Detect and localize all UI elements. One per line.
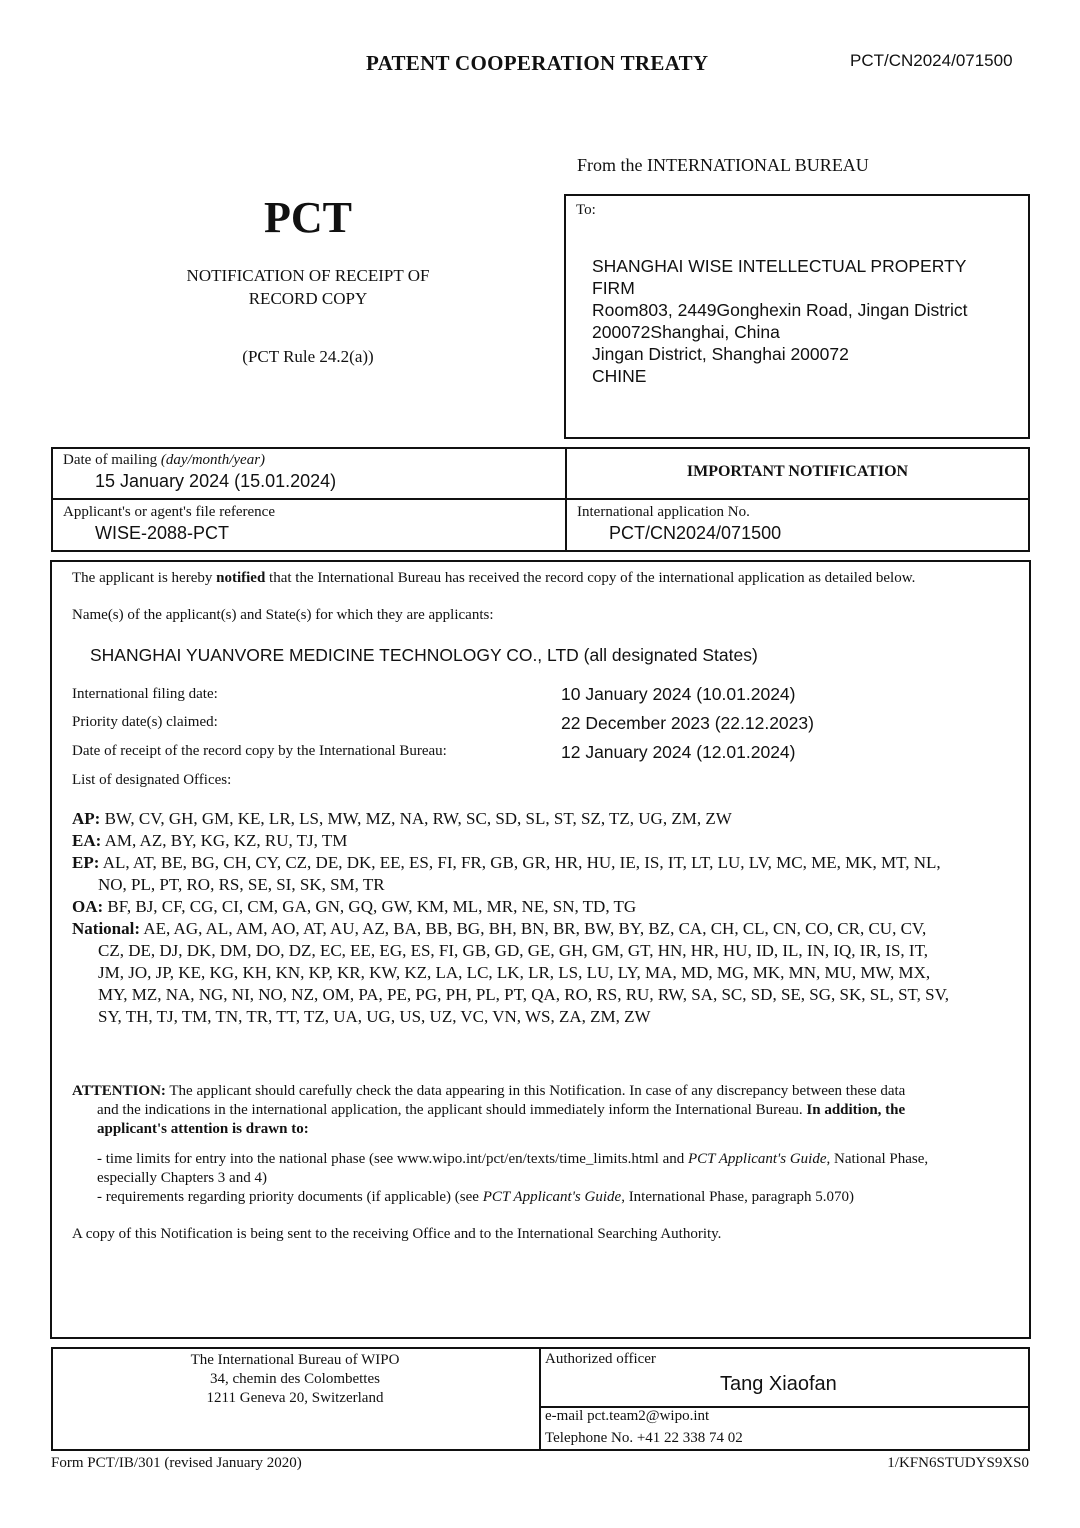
receipt-notice <box>72 570 915 587</box>
footer-divider <box>539 1347 541 1451</box>
address-line: SHANGHAI WISE INTELLECTUAL PROPERTY <box>592 256 967 276</box>
important-notification: IMPORTANT NOTIFICATION <box>686 463 909 480</box>
address-line: Jingan District, Shanghai 200072 <box>592 344 849 364</box>
priority-date-label: Priority date(s) claimed: <box>72 714 218 730</box>
attention-bold-text: applicant's attention is drawn to: <box>97 1121 309 1137</box>
notice-text: The applicant is hereby <box>72 570 217 586</box>
officer-telephone: Telephone No. +41 22 338 74 02 <box>545 1430 743 1446</box>
attention-text: The applicant should carefully check the data appearing in this Notification. In case of any discrepancy between these data <box>165 1083 906 1099</box>
mailing-date-label-text: Date of mailing <box>63 452 158 468</box>
office-code: EP: <box>72 853 100 872</box>
receipt-date-label: Date of receipt of the record copy by the International Bureau: <box>72 743 447 759</box>
attention-label: ATTENTION: <box>72 1083 166 1099</box>
filing-date-label: International filing date: <box>72 686 218 702</box>
attention-bold-text: In addition, the <box>806 1102 906 1118</box>
bullet-priority-documents <box>97 1188 1017 1207</box>
priority-date-value: 22 December 2023 (22.12.2023) <box>561 713 814 733</box>
office-states: BF, BJ, CF, CG, CI, CM, GA, GN, GQ, GW, KM, ML, MR, NE, SN, TD, TG <box>107 897 637 916</box>
intl-application-value: PCT/CN2024/071500 <box>609 523 782 543</box>
pct-logo: PCT <box>264 193 352 242</box>
bullet-text: , International Phase, paragraph 5.070) <box>621 1189 855 1205</box>
address-line: CHINE <box>592 366 647 386</box>
mailing-date-format: (day/month/year) <box>160 452 266 468</box>
notice-bold: notified <box>216 570 266 586</box>
attention-paragraph <box>72 1082 1022 1139</box>
file-reference-value: WISE-2088-PCT <box>95 523 230 543</box>
applicant-value: SHANGHAI YUANVORE MEDICINE TECHNOLOGY CO., LTD (all designated States) <box>90 645 758 665</box>
notification-title-line2: RECORD COPY <box>248 289 368 308</box>
intl-application-label: International application No. <box>577 504 750 520</box>
office-ap <box>72 808 1022 830</box>
office-states: AM, AZ, BY, KG, KZ, RU, TJ, TM <box>104 831 348 850</box>
notification-title-line1: NOTIFICATION OF RECEIPT OF <box>186 266 430 285</box>
document-code: 1/KFN6STUDYS9XS0 <box>887 1455 1029 1471</box>
office-code: EA: <box>72 831 102 850</box>
pct-rule: (PCT Rule 24.2(a)) <box>242 347 374 366</box>
office-national-cont: SY, TH, TJ, TM, TN, TR, TT, TZ, UA, UG, US, UZ, VC, VN, WS, ZA, ZM, ZW <box>98 1007 651 1026</box>
office-national-cont: MY, MZ, NA, NG, NI, NO, NZ, OM, PA, PE, PG, PH, PL, PT, QA, RO, RS, RU, RW, SA, SC, SD, SE, SG, SK, SL, ST, SV, <box>98 985 949 1004</box>
wipo-address-line: 34, chemin des Colombettes <box>210 1371 380 1387</box>
office-national-cont: CZ, DE, DJ, DK, DM, DO, DZ, EC, EE, EG, ES, FI, GB, GD, GE, GH, GM, GT, HN, HR, HU, ID, IL, IN, IQ, IR, IS, IT, <box>98 941 928 960</box>
designated-offices-label: List of designated Offices: <box>72 772 232 788</box>
office-code: National: <box>72 919 140 938</box>
addressee-address <box>592 255 968 387</box>
applicant-guide-ref: PCT Applicant's Guide <box>688 1151 827 1167</box>
office-code: OA: <box>72 897 104 916</box>
address-line: 200072Shanghai, China <box>592 322 780 342</box>
wipo-address <box>51 1351 539 1408</box>
attention-text: and the indications in the international application, the applicant should immediately inform the International Bureau. <box>97 1102 807 1118</box>
office-states: AE, AG, AL, AM, AO, AT, AU, AZ, BA, BB, BG, BH, BN, BR, BW, BY, BZ, CA, CH, CL, CN, CO, CR, CU, CV, <box>143 919 927 938</box>
office-national-cont: JM, JO, JP, KE, KG, KH, KN, KP, KR, KW, KZ, LA, LC, LK, LR, LS, LU, LY, MA, MD, MG, MK, MN, MU, MW, MX, <box>98 963 931 982</box>
mailing-date-label <box>63 452 265 469</box>
header-application-number: PCT/CN2024/071500 <box>850 51 1013 70</box>
bullet-text: - requirements regarding priority documents (if applicable) (see <box>97 1189 483 1205</box>
office-states: AL, AT, BE, BG, CH, CY, CZ, DE, DK, EE, ES, FI, FR, GB, GR, HR, HU, IE, IS, IT, LT, LU, LV, MC, ME, MK, MT, NL, <box>102 853 941 872</box>
office-states: BW, CV, GH, GM, KE, LR, LS, MW, MZ, NA, RW, SC, SD, SL, ST, SZ, TZ, UG, ZM, ZW <box>104 809 732 828</box>
file-reference-label: Applicant's or agent's file reference <box>63 504 275 520</box>
from-line: From the INTERNATIONAL BUREAU <box>577 155 869 175</box>
bullet-time-limits <box>97 1150 1017 1207</box>
office-oa <box>72 896 1022 918</box>
treaty-title: PATENT COOPERATION TREATY <box>366 51 709 75</box>
office-ep-cont: NO, PL, PT, RO, RS, SE, SI, SK, SM, TR <box>98 875 385 894</box>
notice-text: that the International Bureau has received the record copy of the international application as detailed below. <box>265 570 916 586</box>
office-ea <box>72 830 1022 852</box>
office-national <box>72 918 1022 940</box>
grid-divider <box>51 498 1030 500</box>
copy-note: A copy of this Notification is being sent to the receiving Office and to the International Searching Authority. <box>72 1226 722 1242</box>
applicant-guide-ref: PCT Applicant's Guide <box>482 1189 622 1205</box>
receipt-date-value: 12 January 2024 (12.01.2024) <box>561 742 796 762</box>
bullet-text: , National Phase, <box>826 1151 929 1167</box>
authorized-officer-label: Authorized officer <box>545 1351 656 1367</box>
wipo-address-line: 1211 Geneva 20, Switzerland <box>206 1390 384 1406</box>
office-code: AP: <box>72 809 101 828</box>
office-ep <box>72 852 1022 874</box>
authorized-officer-name: Tang Xiaofan <box>720 1373 837 1395</box>
applicants-label: Name(s) of the applicant(s) and State(s) for which they are applicants: <box>72 607 494 623</box>
to-label: To: <box>576 202 596 218</box>
mailing-date-value: 15 January 2024 (15.01.2024) <box>95 471 337 491</box>
designated-offices-list <box>72 808 1022 1028</box>
form-id: Form PCT/IB/301 (revised January 2020) <box>51 1455 302 1471</box>
wipo-address-line: The International Bureau of WIPO <box>190 1352 400 1368</box>
filing-date-value: 10 January 2024 (10.01.2024) <box>561 684 796 704</box>
address-line: Room803, 2449Gonghexin Road, Jingan District <box>592 300 968 320</box>
bullet-text: especially Chapters 3 and 4) <box>97 1170 267 1186</box>
address-line: FIRM <box>592 278 635 298</box>
bullet-text: - time limits for entry into the national phase (see www.wipo.int/pct/en/texts/time_limits.html and <box>97 1151 689 1167</box>
officer-email: e-mail pct.team2@wipo.int <box>545 1408 710 1424</box>
